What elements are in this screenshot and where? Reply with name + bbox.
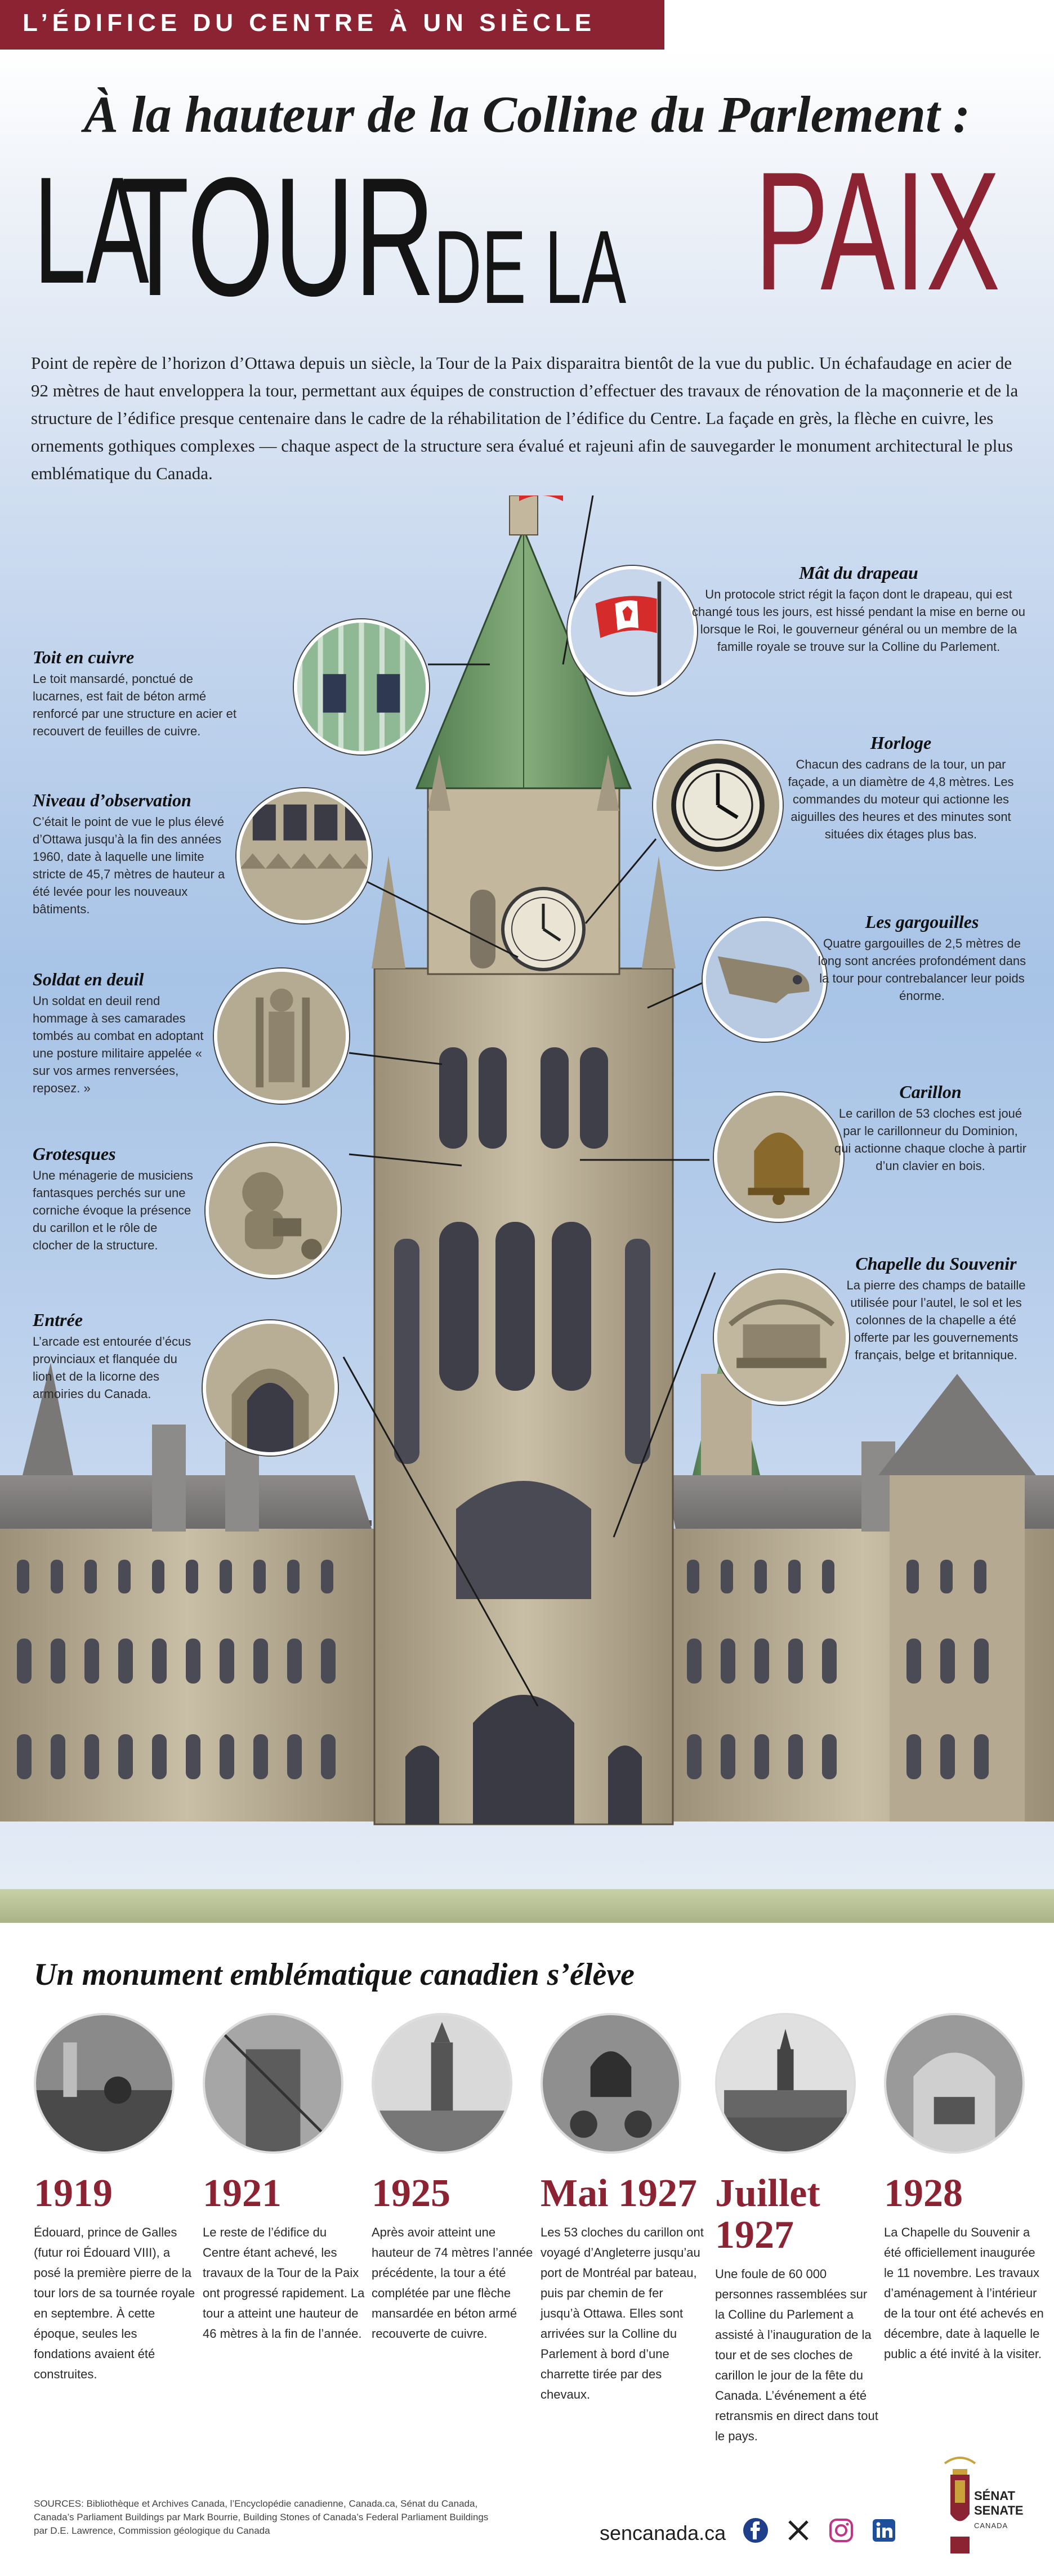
- title-de-la: DE LA: [434, 209, 627, 325]
- callout-flagpole: [690, 562, 1028, 655]
- timeline-year: 1921: [203, 2172, 282, 2215]
- timeline-item: [541, 2013, 704, 2405]
- facebook-icon[interactable]: [742, 2517, 769, 2544]
- callout-text: Une ménagerie de musiciens fantasques perchés sur une corniche évoque la présence du carillon et le rôle de clocher de la structure.: [33, 1168, 193, 1252]
- timeline-photo: [884, 2013, 1025, 2154]
- timeline-photo: [541, 2013, 681, 2154]
- banner-text: L’ÉDIFICE DU CENTRE À UN SIÈCLE: [23, 9, 596, 37]
- callout-text: Un protocole strict régit la façon dont le drapeau, qui est changé tous les jours, est hissé pendant la mise en berne ou lorsque le Roi, le gouverneur général ou un membre de la famille royale se trouve sur la Colline du Parlement.: [692, 587, 1025, 654]
- senate-wordmark: SÉNAT SENATE: [974, 2489, 1024, 2517]
- callout-copper-roof: [33, 646, 247, 740]
- timeline-text: Édouard, prince de Galles (futur roi Édouard VIII), a posé la première pierre de la tour lors de sa tournée royale en septembre. À cette époque, seules les fondations avaient été construites.: [34, 2225, 195, 2381]
- timeline-photo: [715, 2013, 856, 2154]
- callout-text: Chacun des cadrans de la tour, un par façade, a un diamètre de 4,8 mètres. Les commandes du moteur qui actionne les aiguilles des heures et des minutes sont situées dix étages plus bas.: [788, 757, 1014, 841]
- title-paix: PAIX: [754, 136, 1001, 325]
- callout-gargoyles: [816, 911, 1028, 1004]
- x-icon[interactable]: [785, 2517, 812, 2544]
- instagram-icon[interactable]: [828, 2517, 855, 2544]
- linkedin-icon[interactable]: [870, 2517, 897, 2544]
- callout-text: C’était le point de vue le plus élevé d’Ottawa jusqu’à la fin des années 1960, date à laquelle une limite stricte de 45,7 mètres de hauteur a été levée pour les nouveaux bâtiments.: [33, 815, 225, 916]
- timeline-year: Juillet 1927: [715, 2172, 820, 2257]
- callout-title: Les gargouilles: [865, 912, 979, 932]
- callout-title: Entrée: [33, 1310, 83, 1330]
- entrance-detail-image: [203, 1320, 338, 1456]
- clock-detail-image: [653, 740, 783, 870]
- timeline-item: [203, 2013, 366, 2344]
- callout-clock: [774, 732, 1028, 843]
- page-subtitle: À la hauteur de la Colline du Parlement :: [83, 86, 971, 143]
- flagpole-detail-image: [568, 566, 697, 695]
- sources: SOURCES: Bibliothèque et Archives Canada, l’Encyclopédie canadienne, Canada.ca, Sénat du Canada, Canada’s Parliament Buildings par Mark Bourrie, Building Stones of Canada’s Federal Parliament Buildings par D.E. Lawrence, Commission géologique du Canada: [34, 2498, 489, 2536]
- page-title: [34, 136, 1025, 331]
- copper-roof-detail-image: [294, 619, 429, 755]
- callout-title: Chapelle du Souvenir: [855, 1253, 1017, 1274]
- timeline-text: Après avoir atteint une hauteur de 74 mètres l’année précédente, la tour a été complétée par une flèche mansardée en béton armé recouverte de cuivre.: [372, 2225, 533, 2341]
- timeline-year: 1919: [34, 2172, 113, 2215]
- callout-mourning-soldier: [33, 968, 207, 1097]
- timeline-year: Mai 1927: [541, 2172, 698, 2215]
- ground-strip: [0, 1889, 1054, 1923]
- callout-title: Mât du drapeau: [799, 562, 918, 583]
- timeline-year: 1925: [372, 2172, 450, 2215]
- timeline-item: [34, 2013, 197, 2385]
- title-la: LA: [34, 146, 149, 315]
- timeline-text: Les 53 cloches du carillon ont voyagé d’Angleterre jusqu’au port de Montréal par bateau, puis par chemin de fer jusqu’à Ottawa. Elles sont arrivées sur la Colline du Parlement à bord d’une charrette tirée par des chevaux.: [541, 2225, 704, 2401]
- website-link[interactable]: sencanada.ca: [600, 2521, 726, 2544]
- intro-paragraph: Point de repère de l’horizon d’Ottawa depuis un siècle, la Tour de la Paix disparaitra bientôt de la vue du public. Un échafaudage en acier de 92 mètres de haut enveloppera la tour, permettant aux équipes de construction d’effectuer des travaux de rénovation de la maçonnerie et de la structure de l’édifice presque centenaire dans le cadre de la réhabilitation de l’édifice du Centre. La façade en grès, la flèche en cuivre, les ornements gothiques complexes — chaque aspect de la structure sera évalué et rajeuni afin de sauvegarder le monument architectural le plus emblématique du Canada.: [31, 353, 1019, 483]
- timeline-heading: Un monument emblématique canadien s’élève: [34, 1957, 635, 1992]
- grotesques-detail-image: [206, 1143, 341, 1278]
- timeline-photo: [34, 2013, 175, 2154]
- senate-country: CANADA: [974, 2521, 1008, 2530]
- callout-title: Soldat en deuil: [33, 969, 144, 989]
- callout-grotesques: [33, 1143, 196, 1254]
- callout-text: L’arcade est entourée d’écus provinciaux et flanquée du lion et de la licorne des armoiries du Canada.: [33, 1334, 191, 1401]
- timeline-photo: [203, 2013, 343, 2154]
- section-banner: [0, 0, 664, 50]
- carillon-detail-image: [714, 1092, 843, 1222]
- timeline-text: La Chapelle du Souvenir a été officiellement inaugurée le 11 novembre. Les travaux d’aménagement à l’intérieur de la tour ont été achevés en décembre, date à laquelle le public a été invité à la visiter.: [884, 2225, 1044, 2361]
- timeline-item: [372, 2013, 535, 2344]
- callout-title: Grotesques: [33, 1144, 116, 1164]
- timeline-text: Le reste de l’édifice du Centre étant achevé, les travaux de la Tour de la Paix ont progressé rapidement. La tour a atteint une hauteur de 46 mètres à la fin de l’année.: [203, 2225, 365, 2341]
- timeline-year: 1928: [884, 2172, 963, 2215]
- callout-title: Toit en cuivre: [33, 647, 135, 667]
- callout-title: Horloge: [870, 733, 932, 753]
- callout-carillon: [833, 1081, 1028, 1175]
- callout-title: Carillon: [899, 1082, 962, 1102]
- observation-level-detail-image: [236, 788, 372, 923]
- callout-text: Le toit mansardé, ponctué de lucarnes, est fait de béton armé renforcé par une structure en acier et recouvert de feuilles de cuivre.: [33, 672, 236, 738]
- callout-memorial-chamber: [839, 1253, 1033, 1364]
- callout-text: La pierre des champs de bataille utilisée pour l’autel, le sol et les colonnes de la chapelle a été offerte par les gouvernements français, belge et britannique.: [846, 1278, 1026, 1362]
- callout-observation-level: [33, 789, 227, 918]
- memorial-chamber-detail-image: [714, 1270, 849, 1405]
- gargoyles-detail-image: [703, 918, 827, 1042]
- callout-entrance: [33, 1309, 196, 1403]
- callout-text: Le carillon de 53 cloches est joué par le carillonneur du Dominion, qui actionne chaque cloche à partir d’un clavier en bois.: [834, 1106, 1027, 1173]
- callout-text: Quatre gargouilles de 2,5 mètres de long sont ancrées profondément dans la tour pour contrebalancer leur poids énorme.: [818, 936, 1026, 1003]
- title-tour: TOUR: [121, 142, 435, 331]
- mourning-soldier-detail-image: [214, 968, 349, 1104]
- callout-text: Un soldat en deuil rend hommage à ses camarades tombés au combat en adoptant une posture militaire appelée « sur vos armes renversées, reposez. »: [33, 994, 204, 1095]
- timeline-text: Une foule de 60 000 personnes rassemblées sur la Colline du Parlement a assisté à l’inauguration de la tour et de ses cloches de carillon le jour de la fête du Canada. L’événement a été retransmis en direct dans tout le pays.: [715, 2267, 878, 2443]
- timeline-item: [884, 2013, 1047, 2364]
- timeline-item: [715, 2013, 878, 2446]
- callout-title: Niveau d’observation: [33, 790, 191, 810]
- timeline-photo: [372, 2013, 512, 2154]
